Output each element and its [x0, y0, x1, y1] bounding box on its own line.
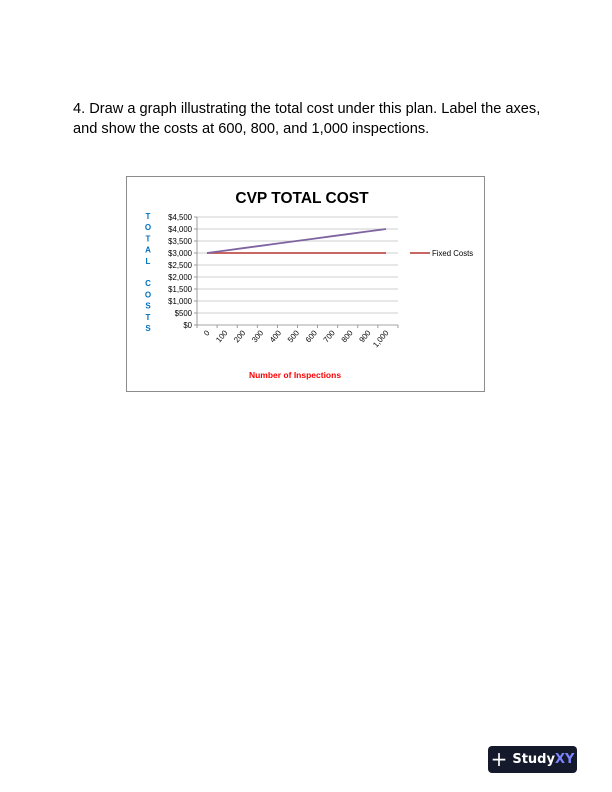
logo-text-accent: XY: [554, 752, 575, 767]
question-line-2: and show the costs at 600, 800, and 1,000 inspections.: [73, 121, 430, 137]
x-tick-label: 900: [357, 328, 373, 345]
y-tick-label: $500: [174, 308, 192, 318]
axes: [194, 217, 398, 328]
cvp-chart: [126, 176, 485, 392]
x-tick-label: 200: [232, 328, 248, 345]
y-axis-label-letter: O: [144, 290, 152, 300]
y-tick-label: $2,000: [168, 272, 192, 282]
chart-svg: [127, 177, 484, 391]
logo-text-main: Study: [512, 752, 555, 767]
x-axis-label: Number of Inspections: [248, 370, 342, 380]
y-tick-label: $2,500: [168, 260, 192, 270]
x-tick-label: 600: [303, 328, 319, 345]
y-tick-labels: [168, 213, 193, 330]
x-tick-label: 1,000: [371, 328, 391, 350]
y-axis-label-letter: T: [145, 234, 151, 244]
question-line-1: 4. Draw a graph illustrating the total cost under this plan. Label the axes,: [73, 101, 541, 117]
plus-icon: +: [490, 746, 508, 771]
x-tick-label: 100: [214, 328, 230, 345]
question-text: [73, 99, 543, 139]
x-tick-labels: [202, 328, 391, 349]
x-tick-label: 400: [267, 328, 284, 345]
y-tick-label: $0: [183, 320, 192, 330]
studyxy-logo: [488, 746, 577, 773]
y-axis-label-letter: A: [145, 245, 151, 255]
x-tick-label: 700: [321, 328, 337, 345]
x-tick-label: 300: [249, 328, 266, 345]
x-tick-label: 500: [285, 328, 302, 345]
y-tick-label: $3,000: [168, 248, 192, 258]
y-tick-label: $1,500: [168, 284, 192, 294]
chart-title: CVP TOTAL COST: [235, 190, 369, 207]
y-tick-label: $4,500: [168, 212, 192, 222]
y-axis-label-letter: S: [145, 324, 151, 333]
legend-label: Fixed Costs: [432, 248, 474, 258]
x-tick-label: 0: [201, 328, 212, 338]
logo-text: [512, 752, 574, 767]
y-axis-label-letter: S: [145, 301, 151, 311]
y-axis-label-letter: L: [145, 256, 151, 266]
y-axis-label: [145, 212, 151, 333]
y-tick-label: $1,000: [168, 296, 192, 306]
y-axis-label-letter: T: [145, 212, 151, 221]
y-axis-label-letter: T: [145, 312, 151, 322]
y-tick-label: $4,000: [168, 224, 192, 234]
x-tick-label: 800: [339, 328, 355, 345]
y-axis-label-letter: C: [145, 279, 151, 289]
y-axis-label-letter: O: [144, 223, 152, 233]
y-tick-label: $3,500: [168, 236, 192, 246]
legend: [410, 249, 473, 258]
